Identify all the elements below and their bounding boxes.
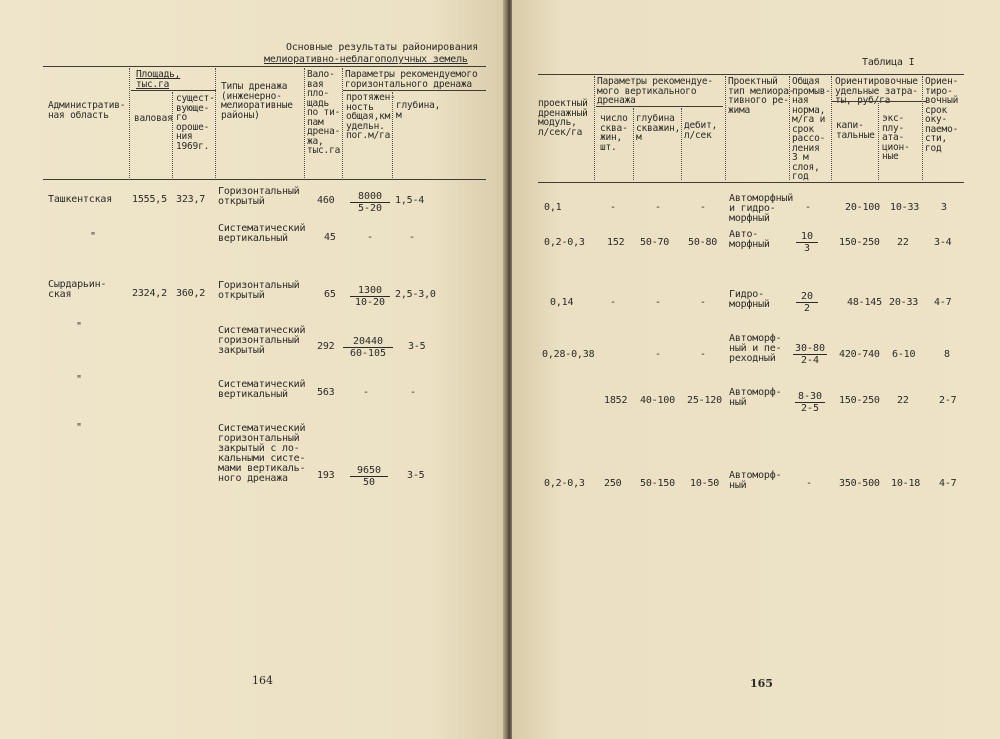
cell-well-depth: - [655, 297, 661, 308]
header-depth: глубина, м [396, 100, 441, 121]
col-sep [831, 76, 832, 180]
cell-well-depth: 50-70 [640, 237, 670, 248]
cell-exploit: 20-33 [889, 297, 919, 308]
header-costs: Ориентировочные удельные затра- [835, 76, 918, 97]
header-area-exist: сущест- вующе- го ороше- ния 1969г. [176, 93, 215, 152]
col-sep [215, 68, 216, 178]
cell-capital: 20-100 [845, 202, 880, 213]
norm-term: 2-4 [800, 355, 820, 366]
cell-debit: - [700, 202, 706, 213]
cell-wells: - [610, 297, 616, 308]
cell-length: - [367, 232, 373, 243]
cell-norm [795, 391, 825, 414]
cell-exploit: 10-33 [890, 202, 920, 213]
norm-rate: 10 [796, 231, 818, 243]
cell-exploit: 6-10 [892, 349, 916, 360]
norm-term: 2 [803, 303, 811, 314]
table-label: Таблица I [862, 57, 915, 68]
cell-exploit: 22 [897, 237, 909, 248]
params-subrule [343, 90, 486, 91]
norm-term: 2-5 [800, 403, 820, 414]
col-sep [725, 76, 726, 180]
area-subrule [131, 90, 216, 91]
page-165 [512, 0, 1000, 739]
header-payback: Ориен- тиро- вочный срок оку- паемо- сти, год [925, 76, 959, 154]
length-specific: 60-105 [349, 348, 387, 359]
length-total: 8000 [350, 191, 390, 203]
cell-wells: 152 [607, 237, 625, 248]
col-sep [681, 108, 682, 180]
col-sep [129, 68, 130, 178]
header-exploit: экс- плу- ата- цион- ные [882, 113, 910, 162]
cell-debit: 50-80 [688, 237, 718, 248]
cell-region: " [76, 422, 82, 433]
cell-depth: - [410, 387, 416, 398]
header-capital: капи- тальные [836, 120, 875, 141]
cell-module: 0,28-0,38 [542, 349, 595, 360]
cell-capital: 48-145 [847, 297, 882, 308]
header-well-depth: глубина скважин, м [636, 113, 681, 143]
cell-regime: Автоморфный и гидро- морфный [729, 193, 794, 224]
cell-type: Систематический горизонтальный закрытый [218, 325, 306, 356]
cell-wells: - [610, 202, 616, 213]
cell-capital: 420-740 [839, 349, 880, 360]
cell-payback: 4-7 [939, 478, 957, 489]
costs-subrule [832, 101, 926, 102]
norm-term: 3 [803, 243, 811, 254]
cell-norm [793, 343, 827, 366]
cell-length [350, 465, 388, 488]
header-module: проектный дренажный модуль, л/сек/га [538, 98, 588, 138]
cell-depth: 1,5-4 [395, 195, 425, 206]
col-sep [789, 76, 790, 180]
header-top-rule [538, 74, 964, 75]
cell-depth: - [409, 232, 415, 243]
header-gross-area: Вало- вая пло- щадь по ти- пам дрена- жа, тыс.га [307, 69, 341, 156]
cell-module: 0,1 [544, 202, 562, 213]
cell-type: Систематический горизонтальный закрытый с ло- кальными систе- мами вертикаль- ного дренажа [218, 423, 306, 484]
header-bottom-rule [538, 182, 964, 183]
cell-well-depth: - [655, 349, 661, 360]
cell-payback: 8 [944, 349, 950, 360]
col-sep [878, 103, 879, 180]
header-top-rule [43, 66, 486, 67]
cell-length [350, 191, 390, 214]
cell-depth: 3-5 [407, 470, 425, 481]
cell-debit: 25-120 [687, 395, 722, 406]
cell-type: Систематический вертикальный [218, 223, 306, 244]
cell-area: 292 [317, 341, 335, 352]
header-vert-params: Параметры рекомендуе- мого вертикального дренажа [597, 76, 713, 106]
cell-depth: 2,5-3,0 [395, 289, 436, 300]
length-total: 1300 [350, 285, 390, 297]
cell-well-depth: 50-150 [640, 478, 675, 489]
length-specific: 50 [362, 477, 376, 488]
page-number: 165 [750, 677, 773, 690]
cell-module: 0,2-0,3 [544, 478, 585, 489]
length-total: 9650 [350, 465, 388, 477]
cell-type: Горизонтальный открытый [218, 280, 300, 301]
cell-wells: 1852 [604, 395, 628, 406]
cell-region: Сырдарьин- ская [48, 279, 107, 300]
cell-length [350, 285, 390, 308]
cell-exploit: 22 [897, 395, 909, 406]
norm-rate: 30-80 [794, 343, 826, 354]
cell-payback: 3 [941, 202, 947, 213]
table-title-line2: мелиоративно-неблагополучных земель [264, 54, 468, 65]
cell-regime: Авто- морфный [729, 229, 770, 250]
cell-region: Ташкентская [48, 194, 113, 205]
header-debit: дебит, л/сек [684, 120, 718, 141]
length-specific: 5-20 [357, 203, 383, 214]
cell-payback: 4-7 [934, 297, 952, 308]
header-area-total: валовая [134, 113, 173, 124]
cell-depth: 3-5 [408, 341, 426, 352]
header-regime: Проектный тип мелиора- тивного ре- жима [728, 76, 795, 116]
cell-regime: Автоморф- ный и пе- реходный [729, 333, 782, 364]
cell-capital: 150-250 [839, 237, 880, 248]
cell-area: 45 [324, 232, 336, 243]
cell-area: 563 [317, 387, 335, 398]
col-sep [633, 108, 634, 180]
header-length: протяжен- ность общая,км удельн. пог.м/га [346, 92, 396, 141]
cell-capital: 150-250 [839, 395, 880, 406]
cell-payback: 2-7 [939, 395, 957, 406]
cell-wells: 250 [604, 478, 622, 489]
cell-type: Горизонтальный открытый [218, 186, 300, 207]
norm-rate: 20 [796, 291, 818, 303]
cell-debit: 10-50 [690, 478, 720, 489]
cell-norm [796, 291, 818, 314]
header-area: Площадь, тыс.га [136, 69, 181, 90]
cell-norm [796, 231, 818, 254]
cell-regime: Гидро- морфный [729, 289, 770, 310]
cell-regime: Автоморф- ный [729, 470, 782, 491]
length-total: 20440 [343, 336, 393, 348]
cell-well-depth: 40-100 [640, 395, 675, 406]
cell-length: - [363, 387, 369, 398]
header-bottom-rule [43, 179, 486, 180]
cell-exist: 323,7 [176, 194, 206, 205]
cell-total: 1555,5 [132, 194, 167, 205]
cell-regime: Автоморф- ный [729, 387, 782, 408]
cell-well-depth: - [655, 202, 661, 213]
cell-norm: - [805, 202, 811, 213]
vert-params-subrule [596, 106, 723, 107]
col-sep [594, 76, 595, 180]
cell-area: 65 [324, 289, 336, 300]
header-admin: Административ- ная область [48, 100, 126, 121]
col-sep [922, 76, 923, 180]
cell-debit: - [700, 297, 706, 308]
col-sep [342, 68, 343, 178]
cell-debit: - [700, 349, 706, 360]
norm-rate: 8-30 [795, 391, 825, 403]
header-wells: число сква- жин, шт. [600, 113, 628, 153]
cell-region: " [90, 231, 96, 242]
col-sep [172, 92, 173, 178]
cell-norm: - [806, 478, 812, 489]
cell-exist: 360,2 [176, 288, 206, 299]
cell-type: Систематический вертикальный [218, 379, 306, 400]
cell-region: " [76, 374, 82, 385]
cell-area: 193 [317, 470, 335, 481]
cell-region: " [76, 321, 82, 332]
header-norm: Общая промыв- ная норма, м/га и срок рассо- ления 3 м слоя, год [792, 76, 831, 182]
cell-payback: 3-4 [934, 237, 952, 248]
cell-length [343, 336, 393, 359]
cell-area: 460 [317, 195, 335, 206]
cell-module: 0,14 [550, 297, 574, 308]
table-title-line1: Основные результаты районирования [286, 42, 479, 53]
length-specific: 10-20 [354, 297, 386, 308]
cell-module: 0,2-0,3 [544, 237, 585, 248]
header-params: Параметры рекомендуемого горизонтального дренажа [345, 69, 478, 90]
cell-total: 2324,2 [132, 288, 167, 299]
header-drainage-types: Типы дренажа (инженерно- мелиоративные районы) [221, 81, 293, 121]
page-number: 164 [252, 674, 273, 687]
col-sep [392, 92, 393, 178]
cell-capital: 350-500 [839, 478, 880, 489]
cell-exploit: 10-18 [891, 478, 921, 489]
col-sep [304, 68, 305, 178]
